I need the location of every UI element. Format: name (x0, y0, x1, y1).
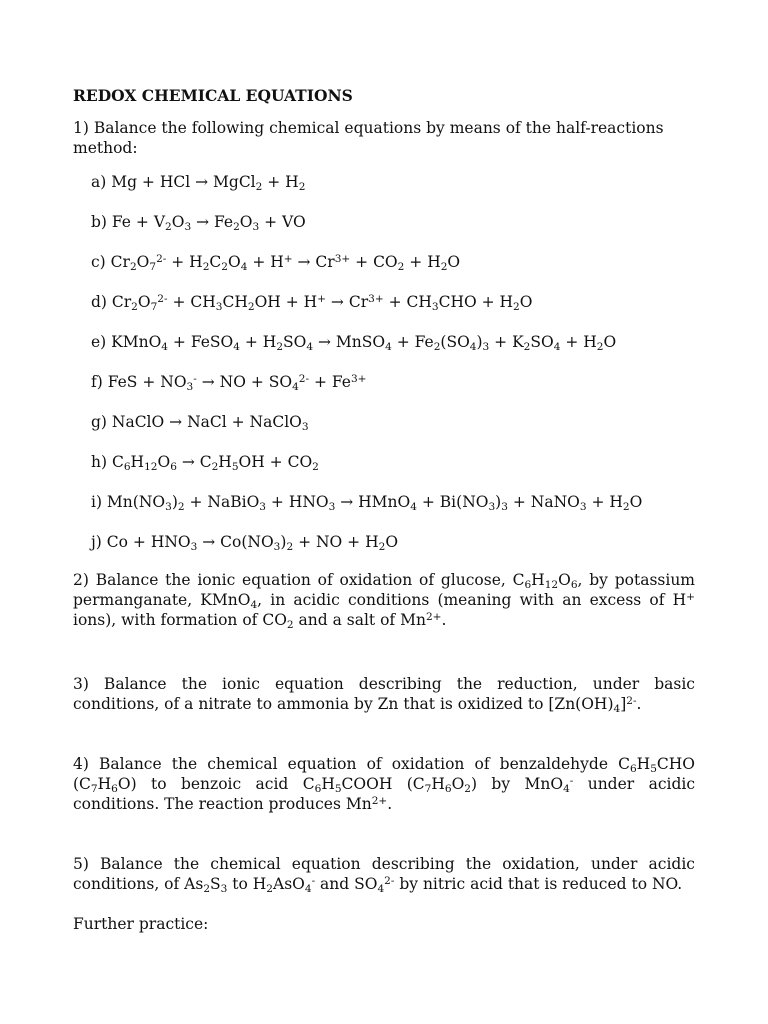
superscript: + (686, 591, 695, 604)
superscript: - (193, 373, 197, 386)
subscript: 4 (563, 783, 570, 796)
subscript: 2 (221, 261, 228, 274)
subscript: 3 (220, 883, 228, 896)
subscript: 2 (247, 301, 255, 314)
text-segment: H (97, 775, 112, 793)
text-segment: to H (227, 875, 267, 893)
question-1-intro: 1) Balance the following chemical equations by means of the half-reactions method: (73, 119, 664, 157)
text-segment: i) Mn(NO (91, 493, 166, 511)
text-segment: 3) Balance the ionic equation describing the reduction, under basic conditions, of a nitrate to ammonia by Zn that is oxidized to [Zn(OH) (73, 675, 695, 713)
text-segment: H (531, 571, 545, 589)
subscript: 4 (613, 703, 621, 716)
text-segment: + NO + H (293, 533, 379, 551)
text-segment: + CH (167, 293, 216, 311)
subscript: 7 (90, 783, 98, 796)
text-segment: . (441, 611, 447, 629)
text-segment: O (157, 453, 171, 471)
subscript: 3 (482, 341, 490, 354)
subscript: 6 (629, 763, 637, 776)
subscript: 2 (255, 181, 263, 194)
subscript: 3 (431, 301, 439, 314)
text-segment: O (558, 571, 571, 589)
text-segment: → C (176, 453, 212, 471)
subscript: 4 (233, 341, 240, 354)
subscript: 2 (165, 221, 172, 234)
subscript: 4 (304, 883, 312, 896)
subscript: 2 (129, 261, 137, 274)
text-segment: O (137, 293, 151, 311)
subscript: 4 (292, 381, 299, 394)
subscript: 4 (306, 341, 314, 354)
subscript: 2 (177, 501, 185, 514)
text-segment: + Bi(NO (416, 493, 489, 511)
superscript: 3+ (368, 293, 384, 306)
subscript: 6 (444, 783, 452, 796)
subscript: 3 (488, 501, 496, 514)
subscript: 3 (215, 301, 223, 314)
subscript: 5 (334, 783, 342, 796)
subscript: 3 (252, 221, 260, 234)
subscript: 6 (170, 461, 177, 474)
text-segment: COOH (C (341, 775, 425, 793)
document-title: REDOX CHEMICAL EQUATIONS (73, 86, 353, 105)
text-segment: ] (620, 695, 627, 713)
text-segment: O (385, 533, 399, 551)
text-segment: + K (489, 333, 524, 351)
text-segment: O (136, 253, 150, 271)
superscript: 2- (156, 253, 167, 266)
text-segment: + CH (383, 293, 432, 311)
text-segment: OH + H (254, 293, 318, 311)
equation-i (91, 492, 695, 512)
equation-e (91, 332, 695, 352)
text-segment: + CO (350, 253, 398, 271)
text-segment: + H (560, 333, 597, 351)
question-4 (73, 754, 695, 814)
text-segment: O) to benzoic acid C (117, 775, 315, 793)
text-segment: → MnSO (313, 333, 386, 351)
subscript: 4 (410, 501, 417, 514)
text-segment: ) (171, 493, 178, 511)
subscript: 2 (596, 341, 604, 354)
subscript: 2 (433, 341, 441, 354)
further-practice: Further practice: (73, 915, 209, 933)
text-segment: H (130, 453, 145, 471)
superscript: + (317, 293, 326, 306)
subscript: 4 (250, 599, 258, 612)
text-segment: (SO (440, 333, 470, 351)
text-segment: H (636, 755, 651, 773)
subscript: 2 (440, 261, 448, 274)
equation-b (91, 212, 695, 232)
question-5 (73, 854, 695, 894)
subscript: 6 (111, 783, 118, 796)
text-segment: AsO (273, 875, 305, 893)
text-segment: , by potassium permanganate, KMnO (73, 571, 695, 609)
subscript: 2 (286, 619, 294, 632)
text-segment: under acidic conditions. The reaction produces Mn (73, 775, 696, 813)
text-segment: g) NaClO → NaCl + NaClO (91, 413, 302, 431)
superscript: 2- (384, 875, 395, 888)
text-segment: . (387, 795, 393, 813)
text-segment: d) Cr (91, 293, 132, 311)
subscript: 4 (377, 883, 385, 896)
question-2 (73, 570, 695, 630)
superscript: - (311, 875, 316, 888)
subscript: 2 (286, 541, 294, 554)
text-segment: 5) Balance the chemical equation describing the oxidation, under acidic conditions, of As (73, 855, 695, 893)
subscript: 2 (276, 341, 284, 354)
text-segment: by nitric acid that is reduced to NO. (394, 875, 683, 893)
equation-list (73, 172, 695, 552)
equation-f (91, 372, 695, 392)
equation-j (91, 532, 695, 552)
superscript: 2- (157, 293, 168, 306)
subscript: 2 (397, 261, 405, 274)
text-segment: SO (530, 333, 554, 351)
superscript: 2- (626, 695, 637, 708)
text-segment: a) Mg + HCl → MgCl (91, 173, 256, 191)
subscript: 6 (123, 461, 131, 474)
text-segment: O (239, 213, 253, 231)
subscript: 5 (650, 763, 657, 776)
text-segment: O (629, 493, 643, 511)
text-segment: e) KMnO (91, 333, 162, 351)
subscript: 12 (144, 461, 158, 474)
text-segment: OH + CO (238, 453, 313, 471)
text-segment: → Cr (326, 293, 369, 311)
text-segment: H (431, 775, 445, 793)
subscript: 4 (161, 341, 168, 354)
subscript: 3 (501, 501, 508, 514)
subscript: 3 (579, 501, 587, 514)
subscript: 3 (184, 221, 192, 234)
equation-h (91, 452, 695, 472)
question-3 (73, 674, 695, 714)
subscript: 2 (513, 301, 520, 314)
text-segment: O (171, 213, 185, 231)
subscript: 3 (190, 541, 198, 554)
equation-a (91, 172, 695, 192)
text-segment: + NaBiO (184, 493, 260, 511)
text-segment: . (636, 695, 642, 713)
equation-c (91, 252, 695, 272)
subscript: 4 (240, 261, 248, 274)
subscript: 5 (231, 461, 239, 474)
superscript: 2+ (371, 795, 388, 808)
text-segment: 4) Balance the chemical equation of oxidation of benzaldehyde C (73, 755, 630, 773)
text-segment: CHO + H (438, 293, 514, 311)
subscript: 2 (211, 461, 219, 474)
text-segment: + FeSO (168, 333, 234, 351)
text-segment: c) Cr (91, 253, 130, 271)
text-segment: → Co(NO (197, 533, 274, 551)
subscript: 4 (469, 341, 477, 354)
subscript: 2 (233, 221, 240, 234)
subscript: 2 (131, 301, 138, 314)
subscript: 6 (570, 579, 578, 592)
subscript: 2 (266, 883, 273, 896)
subscript: 2 (464, 783, 471, 796)
text-segment: + H (404, 253, 441, 271)
text-segment: H (218, 453, 232, 471)
text-segment: CHO (C (73, 755, 695, 793)
subscript: 2 (298, 181, 306, 194)
text-segment: b) Fe + V (91, 213, 166, 231)
text-segment: C (209, 253, 222, 271)
text-segment: → Fe (191, 213, 234, 231)
text-segment: SO (283, 333, 307, 351)
text-segment: and a salt of Mn (293, 611, 426, 629)
text-segment: H (321, 775, 335, 793)
text-segment: + H (166, 253, 203, 271)
text-segment: ) (280, 533, 287, 551)
text-segment: O (451, 775, 465, 793)
equation-d (91, 292, 695, 312)
text-segment: + H (247, 253, 284, 271)
subscript: 2 (378, 541, 386, 554)
subscript: 7 (424, 783, 432, 796)
subscript: 7 (150, 301, 158, 314)
text-segment: O (227, 253, 241, 271)
subscript: 6 (524, 579, 532, 592)
text-segment: ions), with formation of CO (73, 611, 287, 629)
subscript: 6 (314, 783, 322, 796)
text-segment: O (519, 293, 533, 311)
subscript: 3 (186, 381, 194, 394)
subscript: 2 (203, 883, 211, 896)
equation-g (91, 412, 695, 432)
superscript: 3+ (350, 373, 367, 386)
text-segment: S (210, 875, 221, 893)
subscript: 2 (312, 461, 319, 474)
text-segment: ) (495, 493, 502, 511)
text-segment: ) by MnO (471, 775, 564, 793)
subscript: 3 (301, 421, 309, 434)
subscript: 3 (273, 541, 281, 554)
superscript: 2+ (425, 611, 442, 624)
text-segment: h) C (91, 453, 124, 471)
text-segment: + HNO (265, 493, 329, 511)
text-segment: and SO (315, 875, 378, 893)
text-segment: + H (586, 493, 623, 511)
subscript: 4 (385, 341, 392, 354)
text-segment: + Fe (391, 333, 434, 351)
text-segment: 2) Balance the ionic equation of oxidation of glucose, C (73, 571, 525, 589)
text-segment: , in acidic conditions (meaning with an excess of H (257, 591, 687, 609)
subscript: 12 (544, 579, 559, 592)
superscript: - (569, 775, 574, 788)
text-segment: + NaNO (507, 493, 580, 511)
subscript: 2 (523, 341, 531, 354)
text-segment: → Cr (292, 253, 335, 271)
superscript: 3+ (334, 253, 351, 266)
subscript: 3 (328, 501, 336, 514)
text-segment: O (603, 333, 617, 351)
text-segment: CH (222, 293, 248, 311)
superscript: 2- (298, 373, 310, 386)
text-segment: O (447, 253, 461, 271)
subscript: 2 (622, 501, 630, 514)
text-segment: ) (476, 333, 483, 351)
text-segment: + H (262, 173, 299, 191)
subscript: 7 (149, 261, 157, 274)
document-page (73, 86, 695, 934)
subscript: 3 (259, 501, 266, 514)
text-segment: f) FeS + NO (91, 373, 187, 391)
text-segment: → NO + SO (196, 373, 293, 391)
text-segment: + VO (259, 213, 306, 231)
text-segment: → HMnO (335, 493, 411, 511)
superscript: + (283, 253, 293, 266)
text-segment: + Fe (309, 373, 351, 391)
text-segment: + H (239, 333, 277, 351)
text-segment: j) Co + HNO (91, 533, 191, 551)
subscript: 4 (553, 341, 561, 354)
subscript: 3 (165, 501, 172, 514)
subscript: 2 (202, 261, 210, 274)
